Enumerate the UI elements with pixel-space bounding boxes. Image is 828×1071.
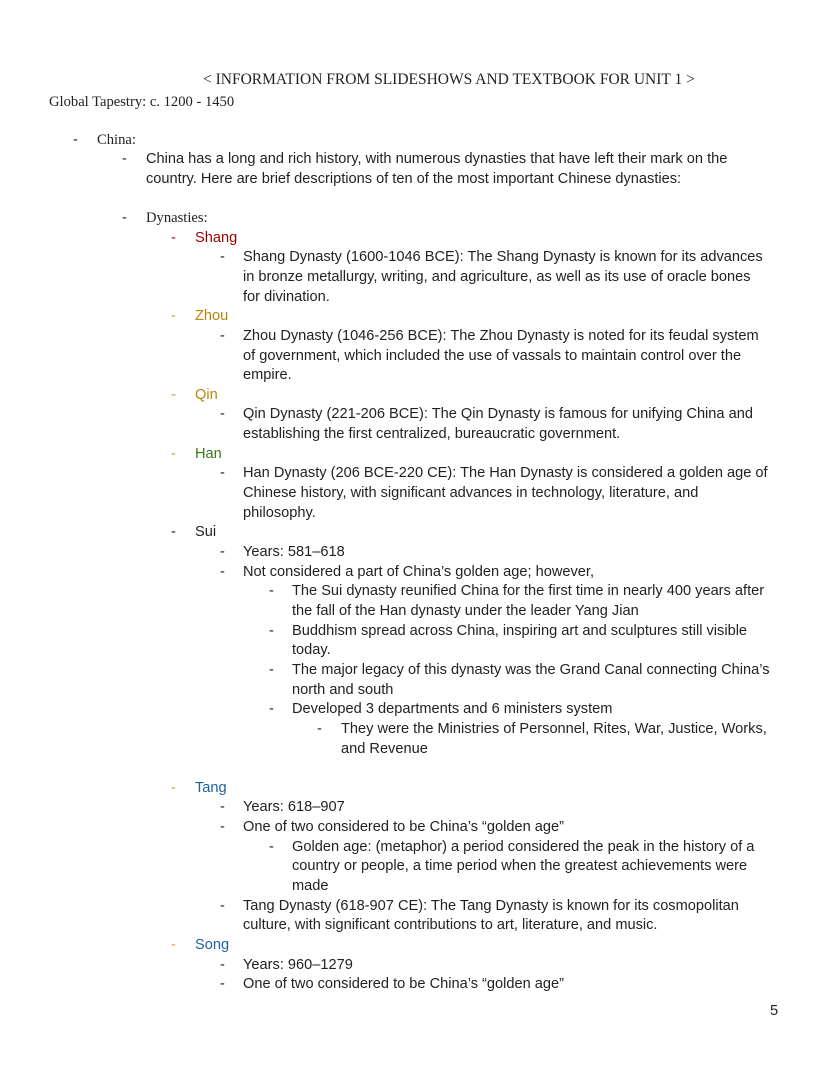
bullet-dash: - (220, 544, 225, 560)
bullet-dash: - (122, 151, 127, 167)
han-desc-line: Chinese history, with significant advances in technology, literature, and (243, 485, 699, 501)
bullet-dash: - (171, 446, 176, 462)
bullet-dash: - (122, 210, 127, 226)
bullet-dash: - (220, 249, 225, 265)
qin-desc-line: establishing the first centralized, bureaucratic government. (243, 426, 621, 442)
bullet-dash: - (171, 780, 176, 796)
bullet-dash: - (171, 230, 176, 246)
sui-detail-line: The major legacy of this dynasty was the Grand Canal connecting China’s (292, 662, 770, 678)
bullet-dash: - (220, 406, 225, 422)
bullet-dash: - (220, 976, 225, 992)
bullet-dash: - (220, 799, 225, 815)
qin-desc-line: Qin Dynasty (221-206 BCE): The Qin Dynasty is famous for unifying China and (243, 406, 753, 422)
page-subtitle: Global Tapestry: c. 1200 - 1450 (49, 94, 235, 110)
bullet-dash: - (220, 564, 225, 580)
sui-detail-line: today. (292, 642, 331, 658)
china-intro-line: country. Here are brief descriptions of ten of the most important Chinese dynasties: (146, 171, 682, 187)
tang-desc-line: culture, with significant contributions to art, literature, and music. (243, 917, 658, 933)
dynasty-sui-heading: Sui (195, 524, 217, 540)
bullet-dash: - (317, 721, 322, 737)
shang-desc-line: in bronze metallurgy, writing, and agriculture, as well as its use of oracle bones (243, 269, 751, 285)
song-golden: One of two considered to be China’s “golden age” (243, 976, 564, 992)
bullet-dash: - (171, 387, 176, 403)
dynasty-zhou-heading: Zhou (195, 308, 229, 324)
bullet-dash: - (269, 839, 274, 855)
bullet-dash: - (171, 308, 176, 324)
sui-detail-line: the fall of the Han dynasty under the leader Yang Jian (292, 603, 639, 619)
bullet-dash: - (269, 701, 274, 717)
shang-desc-line: Shang Dynasty (1600-1046 BCE): The Shang Dynasty is known for its advances (243, 249, 763, 265)
sui-detail-line: Developed 3 departments and 6 ministers system (292, 701, 613, 717)
page-title: < INFORMATION FROM SLIDESHOWS AND TEXTBOOK FOR UNIT 1 > (203, 71, 695, 88)
page-number: 5 (770, 1003, 779, 1019)
zhou-desc-line: of government, which included the use of vassals to maintain control over the (243, 348, 742, 364)
sui-detail-line: north and south (292, 682, 394, 698)
han-desc-line: philosophy. (243, 505, 316, 521)
zhou-desc-line: empire. (243, 367, 292, 383)
bullet-dash: - (171, 937, 176, 953)
bullet-dash: - (269, 583, 274, 599)
han-desc-line: Han Dynasty (206 BCE-220 CE): The Han Dynasty is considered a golden age of (243, 465, 768, 481)
zhou-desc-line: Zhou Dynasty (1046-256 BCE): The Zhou Dynasty is noted for its feudal system (243, 328, 759, 344)
dynasty-shang-heading: Shang (195, 230, 238, 246)
tang-years: Years: 618–907 (243, 799, 345, 815)
bullet-dash: - (269, 662, 274, 678)
sui-years: Years: 581–618 (243, 544, 345, 560)
sui-ministries-line: and Revenue (341, 741, 428, 757)
dynasty-qin-heading: Qin (195, 387, 218, 403)
song-years: Years: 960–1279 (243, 957, 353, 973)
sui-detail-line: Buddhism spread across China, inspiring art and sculptures still visible (292, 623, 748, 639)
tang-desc-line: Tang Dynasty (618-907 CE): The Tang Dynasty is known for its cosmopolitan (243, 898, 739, 914)
dynasty-han-heading: Han (195, 446, 222, 462)
tang-definition-line: made (292, 878, 329, 894)
bullet-dash: - (269, 623, 274, 639)
dynasty-song-heading: Song (195, 937, 230, 953)
shang-desc-line: for divination. (243, 289, 330, 305)
sui-ministries-line: They were the Ministries of Personnel, Rites, War, Justice, Works, (341, 721, 767, 737)
bullet-dash: - (220, 328, 225, 344)
bullet-dash: - (73, 132, 78, 148)
dynasties-label: Dynasties: (146, 210, 208, 226)
tang-definition-line: country or people, a time period when the greatest achievements were (292, 858, 748, 874)
sui-detail-line: The Sui dynasty reunified China for the first time in nearly 400 years after (292, 583, 765, 599)
tang-golden: One of two considered to be China’s “golden age” (243, 819, 564, 835)
bullet-dash: - (171, 524, 176, 540)
bullet-dash: - (220, 819, 225, 835)
sui-not-golden: Not considered a part of China’s golden age; however, (243, 564, 595, 580)
bullet-dash: - (220, 898, 225, 914)
china-label: China: (97, 132, 136, 148)
bullet-dash: - (220, 957, 225, 973)
china-intro-line: China has a long and rich history, with numerous dynasties that have left their mark on the (146, 151, 728, 167)
dynasty-tang-heading: Tang (195, 780, 227, 796)
tang-definition-line: Golden age: (metaphor) a period considered the peak in the history of a (292, 839, 755, 855)
bullet-dash: - (220, 465, 225, 481)
